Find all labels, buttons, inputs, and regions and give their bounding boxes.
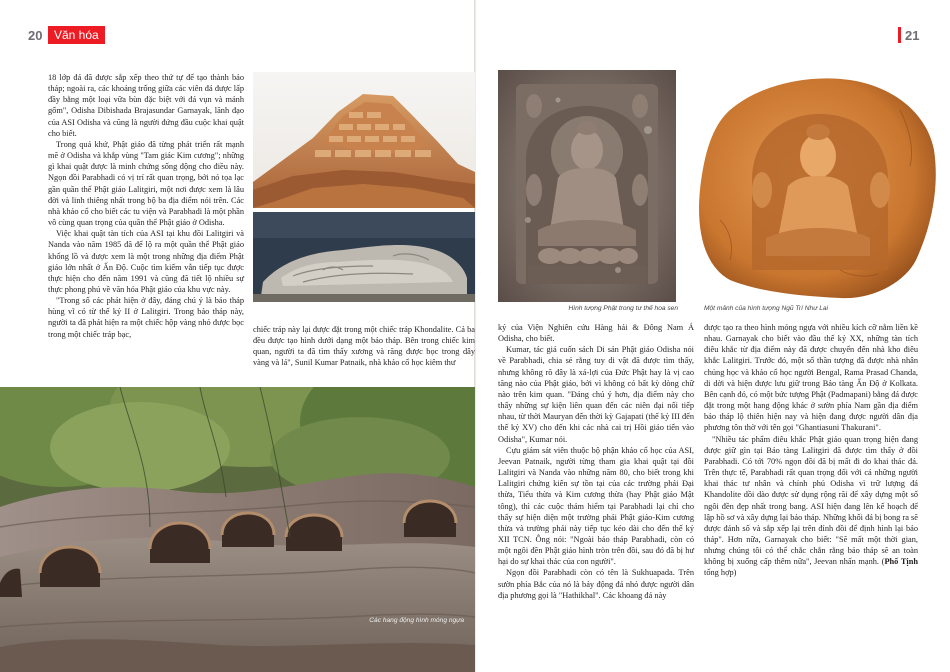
paragraph: Việc khai quật tàn tích của ASI tại khu đồi Lalitgiri và Nanda vào năm 1985 đã để lộ ra một quần thể Phật giáo khổng lồ và được xem là một trong những địa điểm Phật giáo lớn nhất ở Ấn Độ. Cuộc tìm kiếm vẫn tiếp tục được thực hiện cho đến năm 1991 và cũng đã tiết lộ nhiều sự thực phong phú về văn hóa Phật giáo của khu vực này. [48, 229, 244, 294]
paragraph: "Nhiều tác phẩm điêu khắc Phật giáo quan trọng hiện đang được giữ gìn tại Bảo tàng Lalitgiri đã được tìm thấy ở đồi Parabhadi. Có tới 70% ngọn đồi đã bị mất đi do khai thác đá. Trên thực tế, Parabhadi rất quan trọng đối với cả những người khai thác tư nhân và chính phủ Odisha vì trữ lượng đá Khandolite dồi dào được sử dụng rộng rãi để xây dựng một số ngôi đền đẹp nhất trong bang. ASI hiện đang lên kế hoạch để lập hồ sơ và xây dựng lại bảo tháp. Những khối đá bị bong ra sẽ được đánh số và sắp xếp lại trên đỉnh đồi để định hình lại bảo tháp". Hơn nữa, Garnayak cho biết: "Sẽ mất một thời gian, nhưng chúng tôi có thể chắc chắn rằng bảo tháp sẽ an toàn không bị xuống cấp thêm nữa", Jeevan nhấn mạnh. (Phố Tịnh tổng hợp) [704, 434, 918, 578]
byline-author: Phố Tịnh [884, 557, 918, 567]
left-page-number: 20 [28, 28, 43, 43]
sculpture-fragment-caption: Một mảnh của hình tượng Ngũ Trí Như Lai [704, 305, 829, 312]
cave-caption: Các hang động hình móng ngựa [369, 617, 464, 624]
right-header-accent-bar [898, 27, 901, 43]
paragraph: "Trong số các phát hiện ở đây, đáng chú ý là bảo tháp hùng vĩ có từ thế kỷ II ở Lalitgiri. Trong bảo tháp này, người ta đã phát hiện ra một chiếc hộp vàng nhỏ được bọc trong một chiếc tráp bạc, [48, 296, 244, 339]
right-text-column-2 [704, 322, 918, 579]
left-text-column-2 [253, 324, 475, 369]
stupa-ruins-photo [253, 72, 475, 208]
paragraph: Trong quá khứ, Phật giáo đã từng phát triển rất mạnh mẽ ở Odisha và khắp vùng "Tam giác Kim cương"; những gì khai quật được là minh chứng sống động cho điều này. Ngọn đồi Parabhadi có vị trí rất quan trọng, bởi nó tọa lạc gần quần thể Phật giáo Lalitgiri, một nơi được xem là lâu đời và linh thiêng nhất trong bộ ba địa điểm nói trên. Các nhà khảo cổ cho biết các tu viện và Parabhadi là một phần vô cùng quan trọng của quần thể Phật giáo ở Odisha. [48, 139, 244, 228]
cave-photo [0, 387, 475, 672]
sculpture-fragment-photo [690, 70, 940, 305]
right-page-number: 21 [905, 28, 920, 43]
paragraph: Cựu giám sát viên thuộc bộ phận khảo cổ học của ASI, Jeevan Patnaik, người từng tham gia khai quật tại đồi Lalitgiri và Nanda vào những năm 80, cho biết trong khi Lalitgiri chứng kiến sự tồn tại của các trường phái Đại thừa, Tiểu thừa và Kim cương thừa (hay Phật giáo Mật tông), thì các cuộc thám hiểm tại Parabhadi lại chỉ cho thấy sự hiện diện một trường phái Phật giáo-Kim cương thừa và trường phái này tiếp tục kéo dài cho đến thế kỷ XII TCN. Ông nói: "Ngoài bảo tháp Parabhadi, còn có một ngôi đền Phật giáo hình tròn trên đồi, sau đó đã bị hư hại do sự khai thác của con người". [498, 445, 694, 567]
stone-relief-photo [253, 212, 475, 302]
buddha-relief-photo [498, 70, 676, 302]
paragraph: Ngọn đồi Parabhadi còn có tên là Sukhuapada. Trên sườn phía Bắc của nó là bảy động đá nhỏ được người dân địa phương gọi là "Hathikhal". Các khoang đá này [498, 568, 694, 600]
right-text-column-1 [498, 322, 694, 601]
buddha-relief-caption: Hình tượng Phật trong tư thế hoa sen [568, 305, 678, 312]
section-tag: Văn hóa [48, 26, 105, 44]
byline-suffix: tổng hợp) [704, 568, 737, 578]
paragraph: chiếc tráp này lại được đặt trong một chiếc tráp Khondalite. Cả ba đều được tạo hình dưới dạng một bảo tháp. Bên trong chiếc kim quan, người ta đã tìm thấy xương và răng được bọc trong dây vàng và lá", Sunil Kumar Patnaik, nhà khảo cổ học kiêm thư [253, 325, 475, 368]
paragraph-text: "Nhiều tác phẩm điêu khắc Phật giáo quan trọng hiện đang được giữ gìn tại Bảo tàng Lalitgiri đã được tìm thấy ở đồi Parabhadi. Có tới 70% ngọn đồi đã bị mất đi do khai thác đá. Trên thực tế, Parabhadi rất quan trọng đối với cả những người khai thác tư nhân và chính phủ Odisha vì trữ lượng đá Khandolite dồi dào được sử dụng rộng rãi để xây dựng một số ngôi đền đẹp nhất trong bang. ASI hiện đang lên kế hoạch để lập hồ sơ và xây dựng lại bảo tháp. Những khối đá bị bong ra sẽ được đánh số và sắp xếp lại trên đỉnh đồi để định hình lại bảo tháp". Hơn nữa, Garnayak cho biết: "Sẽ mất một thời gian, nhưng chúng tôi có thể chắc chắn rằng bảo tháp sẽ an toàn không bị xuống cấp thêm nữa", Jeevan nhấn mạnh. [704, 434, 918, 567]
left-text-column-1 [48, 72, 244, 340]
paragraph: Kumar, tác giả cuốn sách Di sản Phật giáo Odisha nói về Parabhadi, chia sẻ rằng tuy di vật đã được tìm thấy, nhưng không rõ đây là xá-lợi của Đức Phật hay là vị cao tăng nào của Phật giáo, bởi vì không có bất kỳ dòng chữ nào trên kim quan. "Đáng chú ý hơn, địa điểm này cho thấy những sự kiện liên quan đến các niên đại nối tiếp nhau, từ thời Mauryan đến thời kỳ Gajapati (thế kỷ III đến thế kỷ XV) cho đến khi các nhà cai trị Hồi giáo tiến vào Odisha", Kumar nói. [498, 345, 694, 444]
paragraph: ký của Viện Nghiên cứu Hàng hải & Đông Nam Á Odisha, cho biết. [498, 323, 694, 344]
paragraph: 18 lớp đá đã được sắp xếp theo thứ tự để tạo thành bảo tháp; ngoài ra, các khoảng trống giữa các viên đá được lấp đầy bằng một loại vữa bùn đặc biệt với đá vụn và mảnh gốm", Odisha Dibishada Brajasundar Garnayak, lãnh đạo của ASI Odisha và cũng là người đứng đầu cuộc khai quật cho biết. [48, 73, 244, 138]
paragraph: được tạo ra theo hình móng ngựa với nhiều kích cỡ nằm liền kề nhau. Garnayak cho biết vào đầu thế kỷ XX, những tàn tích điêu khắc từ địa điểm này đã được chuyển đến nhà kho điêu khắc Lalitgiri. Trước đó, một số thần tượng đã được nhà nhân chủng học và khảo cổ học người Bengal, Rama Prasad Chanda, di dời và hiện được lưu giữ trong Bảo tàng Ấn Độ ở Kolkata. Bên cạnh đó, có một bức tượng Phật (Padmapani) bằng đá được đặt trong một hang động khác ở sườn phía Nam gần địa điểm bảo tháp lộ thiên hiện nay và hiện đang được người dân địa phương tôn thờ với tên gọi "Ghantiasuni Thakurani". [704, 323, 918, 433]
